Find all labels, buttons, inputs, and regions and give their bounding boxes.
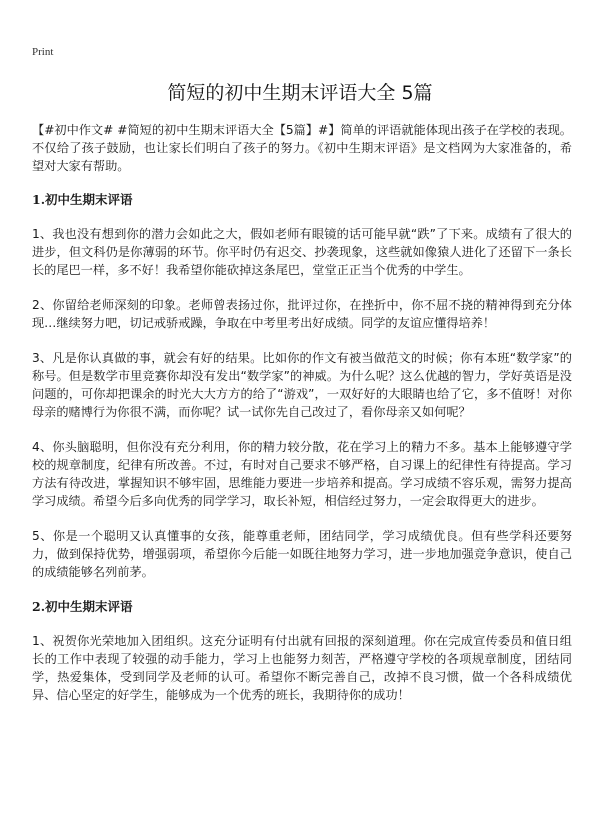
- comment-paragraph: 1、我也没有想到你的潜力会如此之大，假如老师有眼镜的话可能早就“跌”了下来。成绩有了很大的进步，但文科仍是你薄弱的环节。你平时仍有迟交、抄袭现象，这些就如像猿人进化了还留下一条长长的尾巴一样，多不好！我希望你能砍掉这条尾巴，堂堂正正当个优秀的中学生。: [32, 227, 572, 277]
- comment-paragraph: 2、你留给老师深刻的印象。老师曾表扬过你，批评过你，在挫折中，你不屈不挠的精神得到充分体现…继续努力吧，切记戒骄戒躁，争取在中考里考出好成绩。同学的友谊应懂得培养！: [32, 298, 572, 330]
- comment-paragraph: 3、凡是你认真做的事，就会有好的结果。比如你的作文有被当做范文的时候；你有本班“数学家”的称号。但是数学市里竞赛你却没有发出“数学家”的神威。为什么呢？这么优越的智力，学好英语是没问题的，可你却把课余的时光大大方方的给了“游戏”，一双好好的大眼睛也给了它，多不值呀！对你母亲的赌博行为你很不满，而你呢？试一试你先自己改过了，看你母亲又如何呢？: [32, 351, 572, 419]
- section-heading-2: 2.初中生期末评语: [32, 599, 133, 614]
- section-heading-1: 1.初中生期末评语: [32, 192, 133, 207]
- document-body: [32, 121, 572, 721]
- comment-paragraph: 1、祝贺你光荣地加入团组织。这充分证明有付出就有回报的深刻道理。你在完成宣传委员和值日组长的工作中表现了较强的动手能力，学习上也能努力刻苦，严格遵守学校的各项规章制度，团结同学，热爱集体，受到同学及老师的认可。希望你不断完善自己，改掉不良习惯，做一个各科成绩优异、信心坚定的好学生，能够成为一个优秀的班长，我期待你的成功！: [32, 634, 572, 702]
- intro-paragraph: 【#初中作文# #简短的初中生期末评语大全【5篇】#】简单的评语就能体现出孩子在学校的表现。不仅给了孩子鼓励，也让家长们明白了孩子的努力。《初中生期末评语》是文档网为大家准备的，希望对大家有帮助。: [32, 123, 572, 173]
- print-label: Print: [32, 46, 54, 58]
- document-title: 简短的初中生期末评语大全 5篇: [167, 82, 433, 104]
- comment-paragraph: 4、你头脑聪明，但你没有充分利用，你的精力较分散，花在学习上的精力不多。基本上能够遵守学校的规章制度，纪律有所改善。不过，有时对自己要求不够严格，自习课上的纪律性有待提高。学习方法有待改进，掌握知识不够牢固，思维能力要进一步培养和提高。学习成绩不容乐观，需努力提高学习成绩。希望今后多向优秀的同学学习，取长补短，相信经过努力，一定会取得更大的进步。: [32, 440, 572, 508]
- comment-paragraph: 5、你是一个聪明又认真懂事的女孩，能尊重老师，团结同学，学习成绩优良。但有些学科还要努力，做到保持优势，增强弱项，希望你今后能一如既往地努力学习，进一步地加强竞争意识，使自己的成绩能够名列前茅。: [32, 529, 572, 579]
